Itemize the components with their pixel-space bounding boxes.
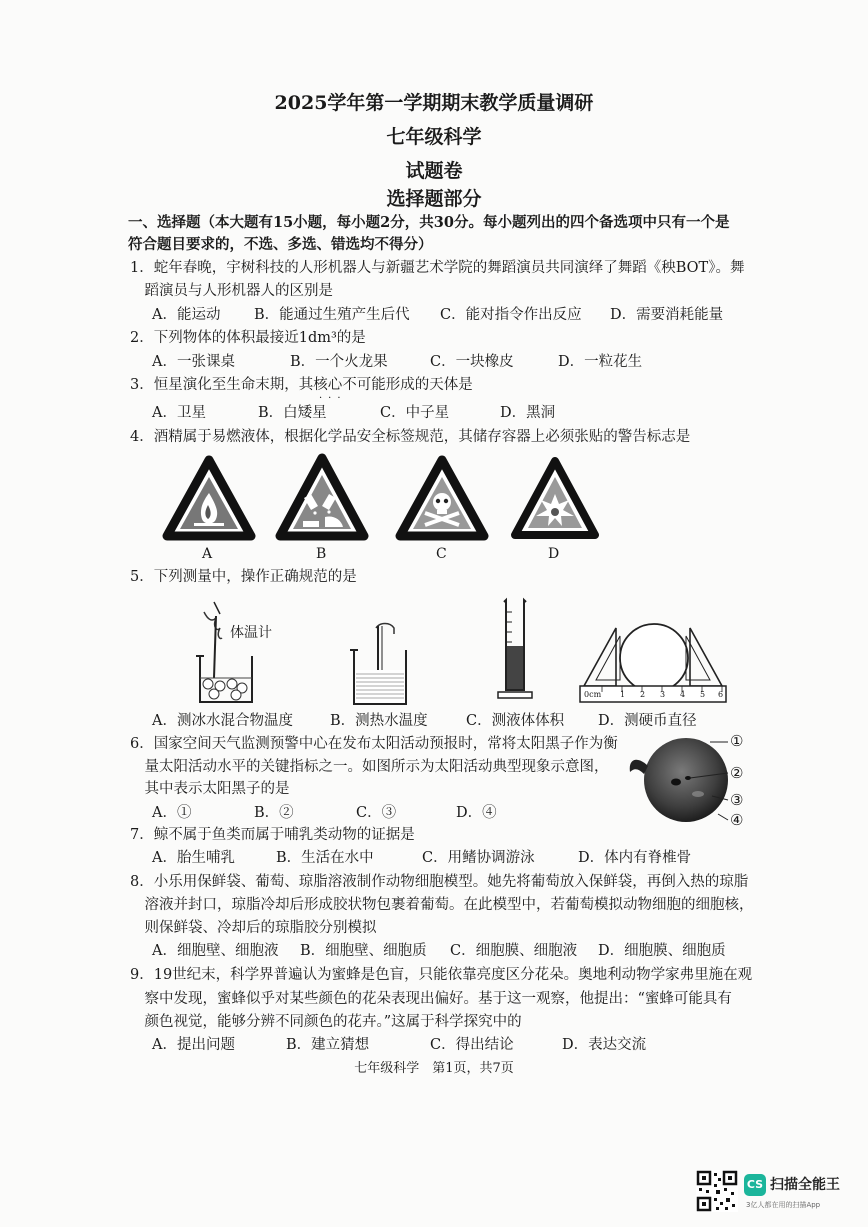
q4-label-a: A bbox=[202, 546, 213, 562]
qr-code-icon bbox=[696, 1170, 738, 1212]
q6-line-3: 其中表示太阳黑子的是 bbox=[130, 781, 290, 797]
measuring-cylinder-icon bbox=[496, 598, 536, 702]
q6-option-d: D．④ bbox=[456, 805, 497, 821]
q9-line-3: 颜色视觉，能够分辨不同颜色的花卉。”这属于科学探究中的 bbox=[130, 1014, 522, 1030]
sun-label-1: ① bbox=[730, 732, 744, 750]
q7-option-b: B．生活在水中 bbox=[276, 850, 374, 866]
q9-option-a: A．提出问题 bbox=[152, 1037, 235, 1053]
q9-option-b: B．建立猜想 bbox=[286, 1037, 370, 1053]
sun-label-2: ② bbox=[730, 764, 744, 782]
flammable-sign-icon bbox=[164, 457, 254, 539]
q5-option-d: D．测硬币直径 bbox=[598, 713, 697, 729]
page-title: 2025学年第一学期期末教学质量调研 bbox=[274, 92, 594, 114]
q6-option-b: B．② bbox=[254, 805, 294, 821]
explosive-sign-icon bbox=[512, 458, 598, 538]
q5-option-a: A．测冰水混合物温度 bbox=[152, 713, 293, 729]
section-line-1: 一、选择题（本大题有15小题，每小题2分，共30分。每小题列出的四个备选项中只有一个是 bbox=[128, 214, 730, 231]
beaker-ice-water-icon bbox=[190, 598, 270, 708]
q2-option-c: C．一块橡皮 bbox=[430, 354, 514, 370]
q5-option-c: C．测液体体积 bbox=[466, 713, 565, 729]
q2-option-d: D．一粒花生 bbox=[558, 354, 643, 370]
ruler-tick-0: 0cm bbox=[584, 690, 602, 699]
subject-title: 七年级科学 bbox=[386, 126, 482, 148]
q3-option-b: B．白矮星 bbox=[258, 405, 327, 421]
q6-option-a: A．① bbox=[152, 805, 192, 821]
q8-option-d: D．细胞膜、细胞质 bbox=[598, 943, 726, 959]
scanner-logo: CS bbox=[744, 1174, 766, 1196]
q8-line-3: 则保鲜袋、冷却后的琼脂胶分别模拟 bbox=[130, 920, 377, 936]
paper-title: 试题卷 bbox=[405, 160, 463, 182]
ruler-tick-3: 3 bbox=[660, 690, 666, 699]
q2-line-1: 2．下列物体的体积最接近1dm³的是 bbox=[130, 330, 366, 346]
q4-label-d: D bbox=[548, 546, 560, 562]
q3-option-c: C．中子星 bbox=[380, 405, 450, 421]
q1-option-c: C．能对指令作出反应 bbox=[440, 307, 582, 323]
page-footer: 七年级科学 第1页，共7页 bbox=[354, 1061, 514, 1076]
q6-line-2: 量太阳活动水平的关键指标之一。如图所示为太阳活动典型现象示意图， bbox=[130, 759, 609, 775]
q8-option-c: C．细胞膜、细胞液 bbox=[450, 943, 578, 959]
toxic-sign-icon bbox=[397, 457, 487, 539]
q9-line-1: 9．19世纪末，科学界普遍认为蜜蜂是色盲，只能依靠亮度区分花朵。奥地利动物学家弗里施在观 bbox=[130, 967, 753, 983]
q1-line-1: 1．蛇年春晚，宇树科技的人形机器人与新疆艺术学院的舞蹈演员共同演绎了舞蹈《秧BOT》。舞 bbox=[130, 260, 745, 276]
part-title: 选择题部分 bbox=[386, 188, 482, 210]
q7-option-a: A．胎生哺乳 bbox=[152, 850, 235, 866]
q4-label-c: C bbox=[436, 546, 447, 562]
q2-option-a: A．一张课桌 bbox=[152, 354, 235, 370]
corrosive-sign-icon bbox=[277, 455, 367, 539]
q6-option-c: C．③ bbox=[356, 805, 397, 821]
ruler-tick-6: 6 bbox=[718, 690, 724, 699]
q9-option-c: C．得出结论 bbox=[430, 1037, 514, 1053]
q1-option-b: B．能通过生殖产生后代 bbox=[254, 307, 410, 323]
q8-line-2: 溶液并封口，琼脂冷却后形成胶状物包裹着葡萄。在此模型中，若葡萄模拟动物细胞的细胞核， bbox=[130, 897, 754, 913]
ruler-tick-5: 5 bbox=[700, 690, 706, 699]
q5-option-b: B．测热水温度 bbox=[330, 713, 428, 729]
beaker-hot-water-icon bbox=[348, 620, 418, 710]
q9-line-2: 察中发现，蜜蜂似乎对某些颜色的花朵表现出偏好。基于这一观察，他提出：“蜜蜂可能具有 bbox=[130, 991, 732, 1007]
q4-label-b: B bbox=[316, 546, 327, 562]
q2-option-b: B．一个火龙果 bbox=[290, 354, 388, 370]
section-line-2: 符合题目要求的，不选、多选、错选均不得分） bbox=[128, 236, 433, 253]
q3-option-a: A．卫星 bbox=[152, 405, 206, 421]
emphasis-dots: ··· bbox=[319, 393, 347, 404]
q3-option-d: D．黑洞 bbox=[500, 405, 556, 421]
q3-line-1: 3．恒星演化至生命末期，其核心不可能形成的天体是 bbox=[130, 377, 473, 393]
q8-line-1: 8．小乐用保鲜袋、葡萄、琼脂溶液制作动物细胞模型。她先将葡萄放入保鲜袋，再倒入热的琼脂 bbox=[130, 874, 749, 890]
q4-line-1: 4．酒精属于易燃液体，根据化学品安全标签规范，其储存容器上必须张贴的警告标志是 bbox=[130, 429, 691, 445]
q8-option-a: A．细胞壁、细胞液 bbox=[152, 943, 279, 959]
q1-option-a: A．能运动 bbox=[152, 307, 221, 323]
q9-option-d: D．表达交流 bbox=[562, 1037, 647, 1053]
q7-option-c: C．用鳍协调游泳 bbox=[422, 850, 535, 866]
scanner-app-name: 扫描全能王 bbox=[770, 1177, 840, 1193]
q8-option-b: B．细胞壁、细胞质 bbox=[300, 943, 427, 959]
scanner-tagline: 3亿人都在用的扫描App bbox=[746, 1201, 821, 1209]
q7-option-d: D．体内有脊椎骨 bbox=[578, 850, 692, 866]
ruler-tick-2: 2 bbox=[640, 690, 646, 699]
q6-line-1: 6．国家空间天气监测预警中心在发布太阳活动预报时，常将太阳黑子作为衡 bbox=[130, 736, 618, 752]
q7-line-1: 7．鲸不属于鱼类而属于哺乳类动物的证据是 bbox=[130, 827, 415, 843]
ruler-tick-1: 1 bbox=[620, 690, 626, 699]
sun-label-3: ③ bbox=[730, 791, 744, 809]
q1-line-2: 蹈演员与人形机器人的区别是 bbox=[130, 283, 333, 299]
q1-option-d: D．需要消耗能量 bbox=[610, 307, 724, 323]
sun-activity-diagram bbox=[626, 728, 736, 828]
q5-line-1: 5．下列测量中，操作正确规范的是 bbox=[130, 569, 357, 585]
ruler-tick-4: 4 bbox=[680, 690, 686, 699]
sun-label-4: ④ bbox=[730, 811, 744, 829]
thermometer-label: 体温计 bbox=[230, 625, 272, 641]
